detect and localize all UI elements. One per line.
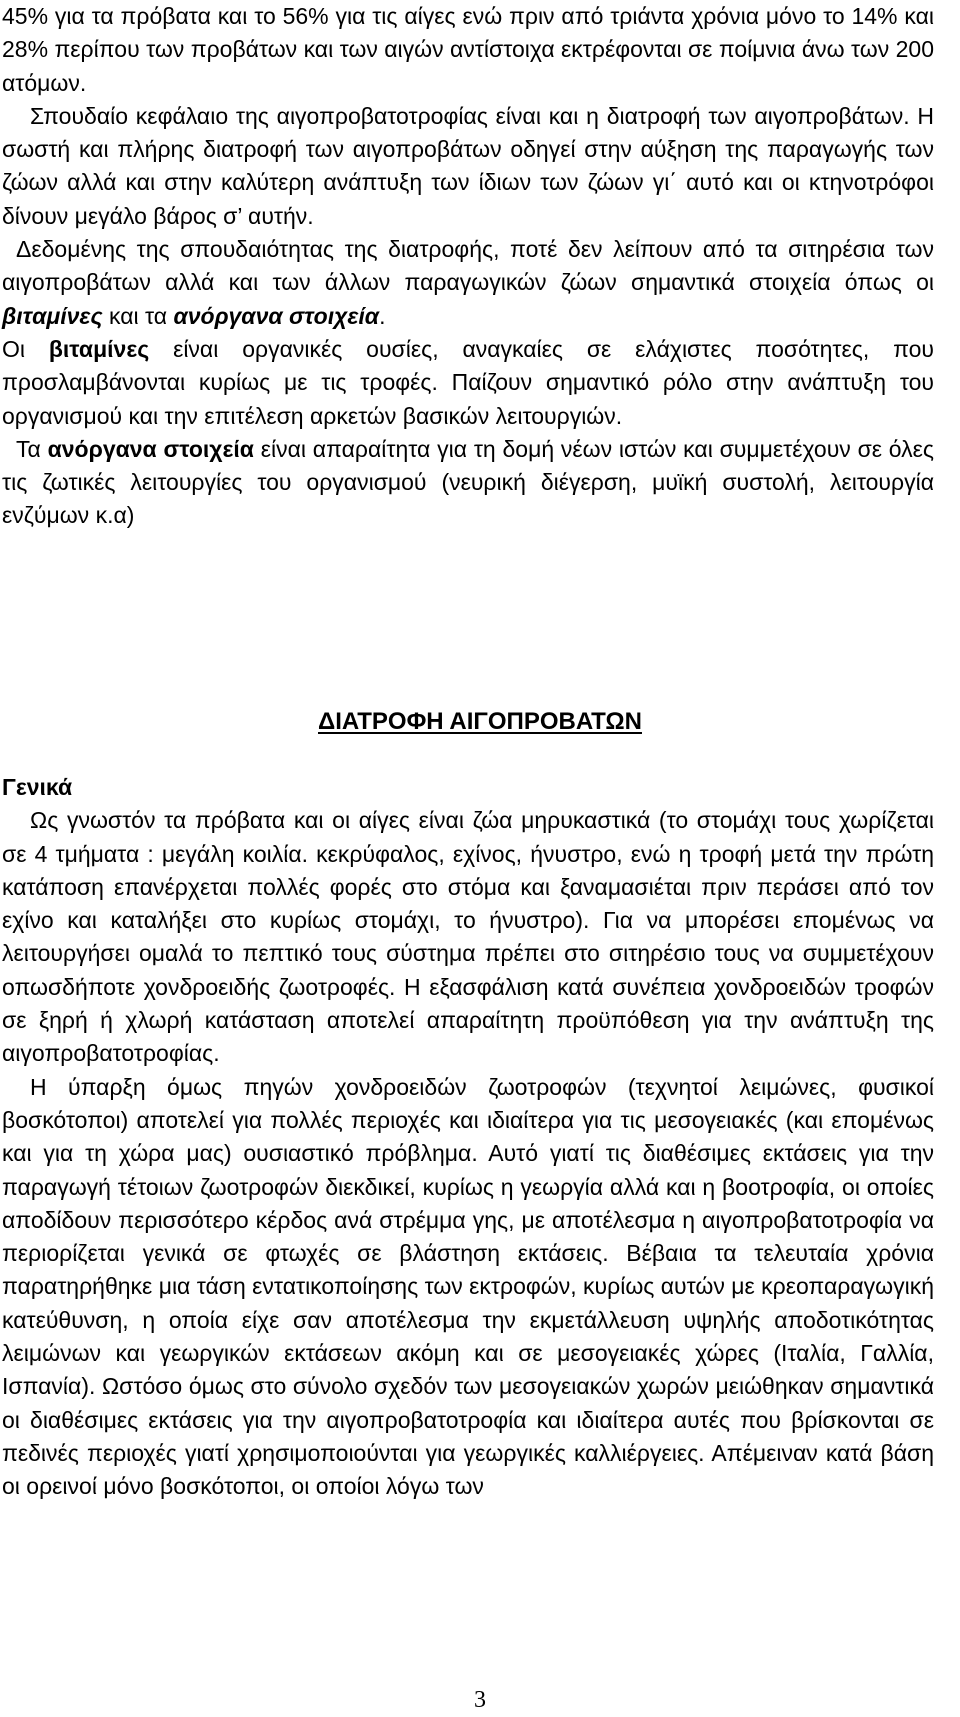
intro-paragraph-4: Οι βιταμίνες είναι οργανικές ουσίες, αναγκαίες σε ελάχιστες ποσότητες, που προσλαμβάνονται κυρίως με τις τροφές. Παίζουν σημαντικό ρόλο στην ανάπτυξη του οργανισμού και την επιτέλεση αρκετών βασικών λειτουργιών. bbox=[2, 335, 935, 429]
intro-paragraph-2: Σπουδαίο κεφάλαιο της αιγοπροβατοτροφίας είναι και η διατροφή των αιγοπροβάτων. Η σωστή και πλήρης διατροφή των αιγοπροβάτων οδηγεί στην αύξηση της παραγωγής των ζώων αλλά και στην καλύτερη ανάπτυξη των ίδιων των ζώων γι΄ αυτό και οι κτηνοτρόφοι δίνουν μεγάλο βάρος σ’ αυτήν. bbox=[2, 102, 934, 229]
minerals-keyword: ανόργανα στοιχεία bbox=[173, 302, 380, 329]
section-title-block bbox=[0, 708, 960, 736]
intro-paragraph-3: Δεδομένης της σπουδαιότητας της διατροφής, ποτέ δεν λείπουν από τα σιτηρέσια των αιγοπροβάτων αλλά και των άλλων παραγωγικών ζώων σημαντικά στοιχεία όπως οι βιταμίνες και τα ανόργανα στοιχεία. bbox=[2, 236, 934, 329]
minerals-term: ανόργανα στοιχεία bbox=[47, 435, 254, 462]
page-number: 3 bbox=[474, 1687, 486, 1713]
section-title: ΔΙΑΤΡΟΦΗ ΑΙΓΟΠΡΟΒΑΤΩΝ bbox=[318, 708, 642, 735]
section-text-block bbox=[2, 771, 934, 1504]
intro-text-block bbox=[2, 0, 934, 533]
section-paragraph-1: Ως γνωστόν τα πρόβατα και οι αίγες είναι ζώα μηρυκαστικά (το στομάχι τους χωρίζεται σε 4 τμήματα : μεγάλη κοιλία. κεκρύφαλος, εχίνος, ήνυστρο, ενώ η τροφή μετά την πρώτη κατάποση επανέρχεται πολλές φορές στο στόμα και ξαναμασιέται πριν περάσει από τον εχίνο και καταλήξει στο κυρίως στομάχι, το ήνυστρο). Για να μπορέσει επομένως να λειτουργήσει ομαλά το πεπτικό τους σύστημα πρέπει στο σιτηρέσιο τους να συμμετέχουν οπωσδήποτε χονδροειδής ζωοτροφές. Η εξασφάλιση κατά συνέπεια χονδροειδών τροφών σε ξηρή ή χλωρή κατάσταση αποτελεί απαραίτητη προϋπόθεση για την ανάπτυξη της αιγοπροβατοτροφίας. bbox=[2, 807, 934, 1067]
vitamins-term: βιταμίνες bbox=[48, 335, 150, 362]
section-subtitle: Γενικά bbox=[2, 774, 73, 800]
intro-paragraph-5: Τα ανόργανα στοιχεία είναι απαραίτητα για τη δομή νέων ιστών και συμμετέχουν σε όλες τις ζωτικές λειτουργίες του οργανισμού (νευρική διέγερση, μυϊκή συστολή, λειτουργία ενζύμων κ.α) bbox=[2, 435, 934, 529]
section-paragraph-2: Η ύπαρξη όμως πηγών χονδροειδών ζωοτροφών (τεχνητοί λειμώνες, φυσικοί βοσκότοποι) αποτελεί για πολλές περιοχές και ιδιαίτερα για τις μεσογειακές (και επομένως και για τη χώρα μας) ουσιαστικό πρόβλημα. Αυτό γιατί τις διαθέσιμες εκτάσεις για την παραγωγή τέτοιων ζωοτροφών διεκδικεί, κυρίως η γεωργία αλλά και η βοοτροφία, οι οποίες αποδίδουν περισσότερο κέρδος ανά στρέμμα γης, με αποτέλεσμα η αιγοπροβατοτροφία να περιορίζεται γενικά σε φτωχές σε βλάστηση εκτάσεις. Βέβαια τα τελευταία χρόνια παρατηρήθηκε μια τάση εντατικοποίησης των εκτροφών, κυρίως αυτών με κρεοπαραγωγική κατεύθυνση, η οποία είχε σαν αποτέλεσμα την εκμετάλλευση υψηλής αποδοτικότητας λειμώνων και γεωργικών εκτάσεων ακόμη και σε μεσογειακές χώρες (Ιταλία, Γαλλία, Ισπανία). Ωστόσο όμως στο σύνολο σχεδόν των μεσογειακών χωρών μειώθηκαν σημαντικά οι διαθέσιμες εκτάσεις για την αιγοπροβατοτροφία και ιδιαίτερα αυτές που βρίσκονται σε πεδινές περιοχές γιατί χρησιμοποιούνται για γεωργικές καλλιέργειες. Απέμειναν κατά βάση οι ορεινοί μόνο βοσκότοποι, οι οποίοι λόγω των bbox=[2, 1073, 935, 1500]
intro-paragraph-1: 45% για τα πρόβατα και το 56% για τις αίγες ενώ πριν από τριάντα χρόνια μόνο το 14% και 28% περίπου των προβάτων και των αιγών αντίστοιχα εκτρέφονται σε ποίμνια άνω των 200 ατόμων. bbox=[2, 3, 934, 96]
vitamins-keyword: βιταμίνες bbox=[2, 302, 103, 329]
